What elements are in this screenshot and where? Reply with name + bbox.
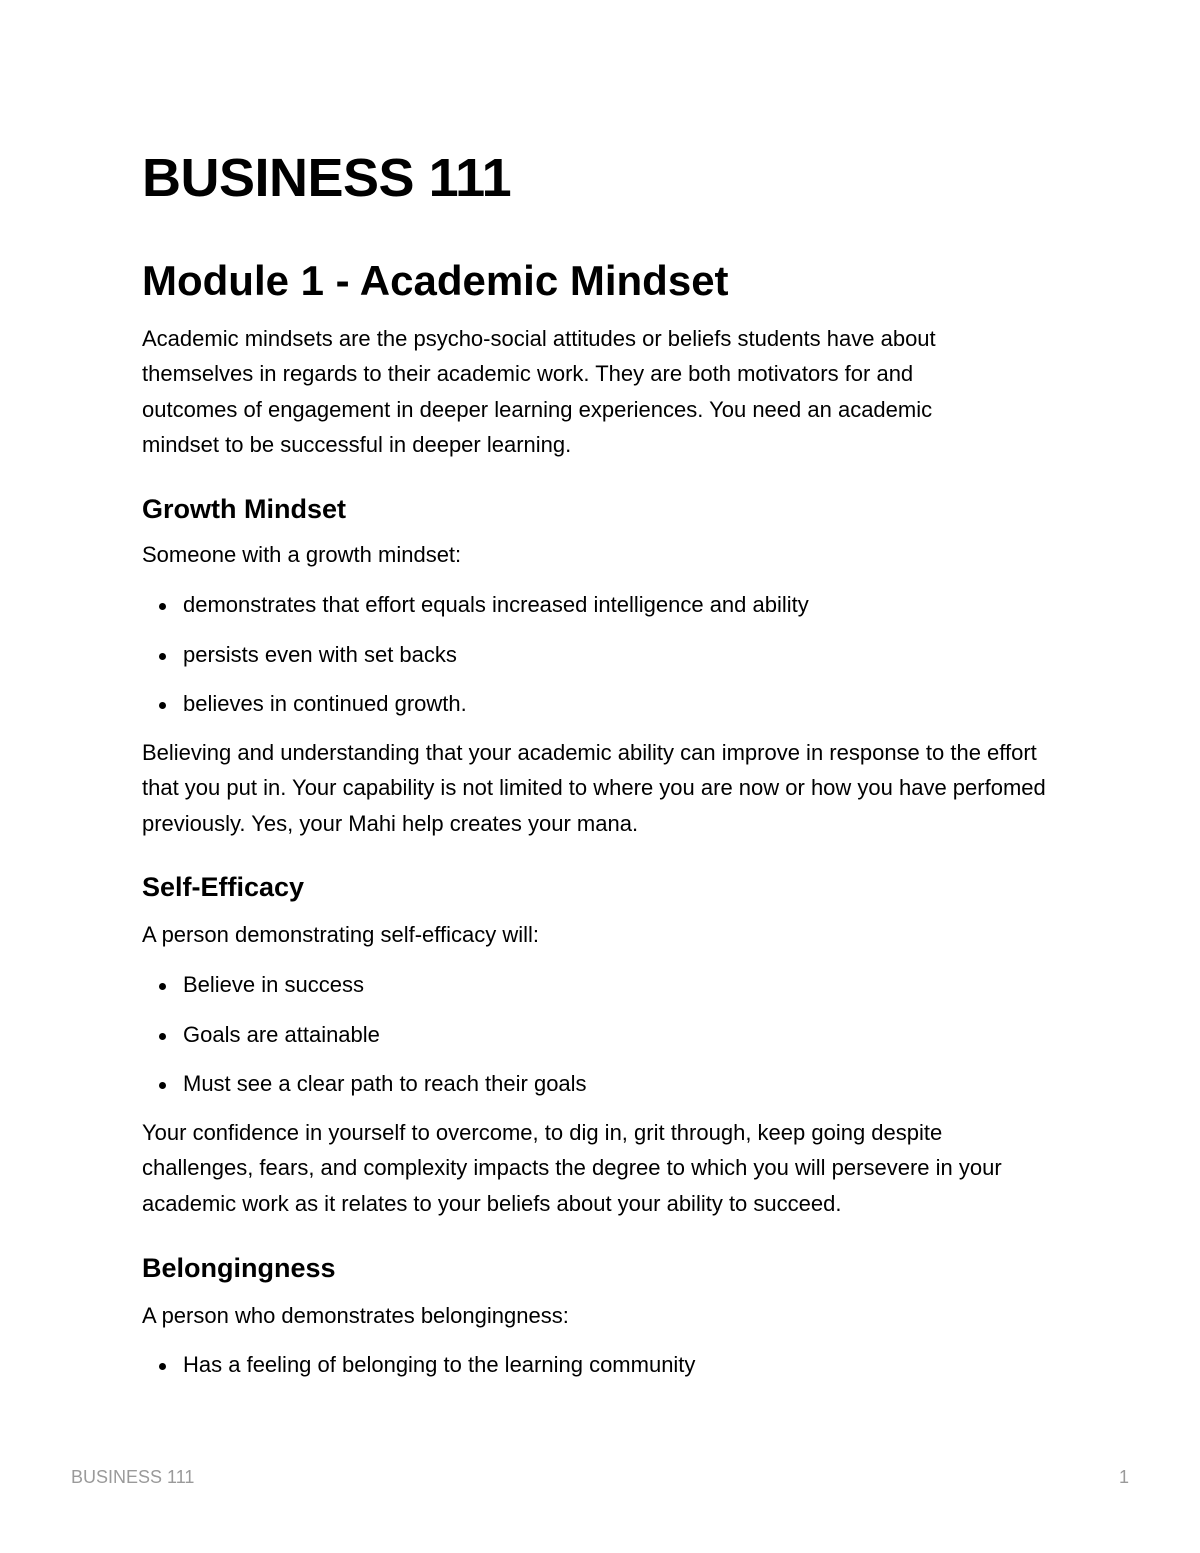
section-paragraph-self-efficacy: Your confidence in yourself to overcome, to dig in, grit through, keep going despite challenges, fears, and complexity impacts the degree to which you will persevere in your academic work as it relates to your beliefs about your ability to succeed. — [142, 1120, 1002, 1216]
section-heading-self-efficacy: Self-Efficacy — [142, 872, 305, 902]
bullet-icon — [159, 603, 166, 610]
list-item-text: Has a feeling of belonging to the learning community — [183, 1352, 696, 1377]
bullet-icon — [159, 702, 166, 709]
list-item-text: Believe in success — [183, 972, 364, 997]
page-footer-title: BUSINESS 111 — [71, 1467, 195, 1487]
bullet-icon — [159, 983, 166, 990]
section-paragraph-growth-mindset: Believing and understanding that your academic ability can improve in response to the effort that you put in. Your capability is not limited to where you are now or how you have perfomed previously. Yes, your Mahi help creates your mana. — [142, 740, 1046, 836]
section-intro-belongingness: A person who demonstrates belongingness: — [142, 1303, 569, 1328]
section-intro-growth-mindset: Someone with a growth mindset: — [142, 542, 462, 567]
bullet-icon — [159, 1033, 166, 1040]
list-item-text: persists even with set backs — [183, 641, 457, 667]
document-title: BUSINESS 111 — [142, 148, 512, 208]
section-heading-growth-mindset: Growth Mindset — [142, 494, 346, 524]
intro-paragraph: Academic mindsets are the psycho-social attitudes or beliefs students have about themselves in regards to their academic work. They are both motivators for and outcomes of engagement in deeper learning experiences. You need an academic mindset to be successful in deeper learning. — [142, 326, 936, 457]
list-item-text: believes in continued growth. — [183, 691, 467, 717]
section-intro-self-efficacy: A person demonstrating self-efficacy will: — [142, 922, 539, 947]
bullet-icon — [159, 1082, 166, 1089]
bullet-icon — [159, 1363, 166, 1370]
list-item-text: demonstrates that effort equals increased intelligence and ability — [183, 592, 809, 617]
list-item-text: Goals are attainable — [183, 1021, 380, 1047]
list-item-text: Must see a clear path to reach their goals — [183, 1071, 587, 1097]
bullet-icon — [159, 653, 166, 660]
page-number: 1 — [1118, 1467, 1129, 1487]
section-heading-belongingness: Belongingness — [142, 1253, 336, 1283]
module-title: Module 1 - Academic Mindset — [142, 257, 729, 304]
